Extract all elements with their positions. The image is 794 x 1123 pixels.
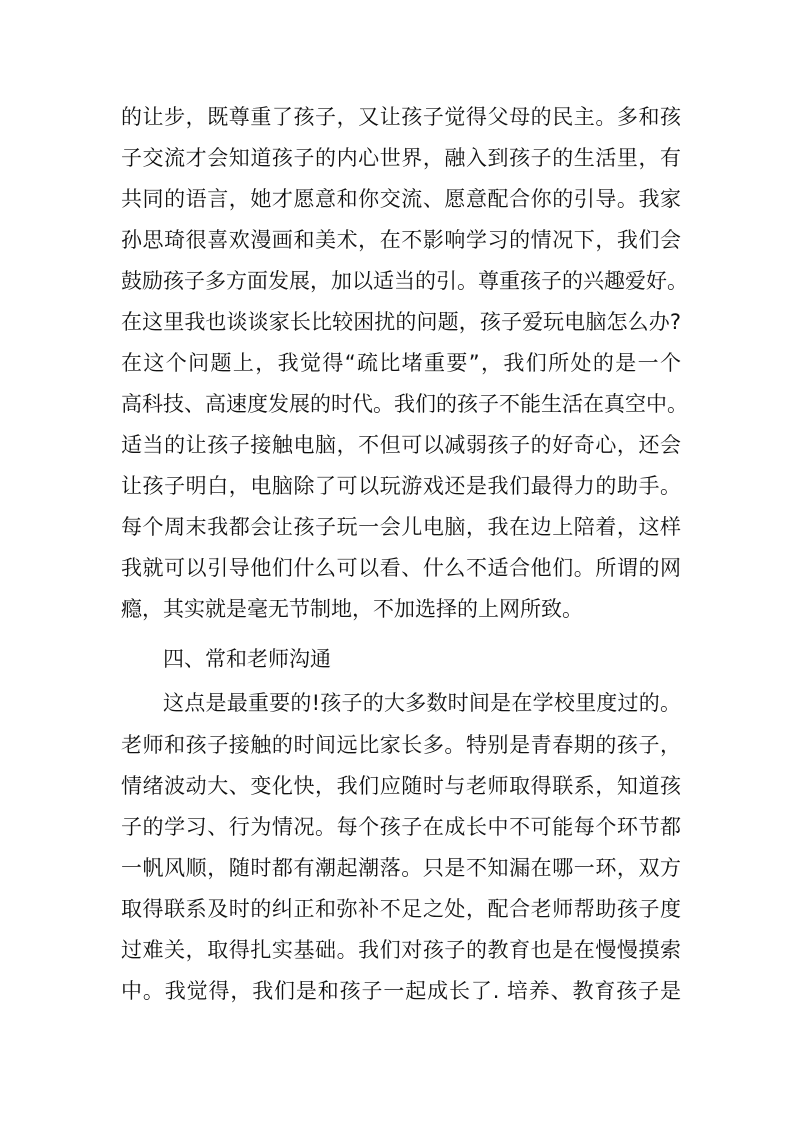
paragraph-line: 让孩子明白，电脑除了可以玩游戏还是我们最得力的助手。 bbox=[121, 474, 681, 498]
paragraph-line: 过难关，取得扎实基础。我们对孩子的教育也是在慢慢摸索 bbox=[121, 938, 681, 962]
paragraph-line: 在这里我也谈谈家长比较困扰的问题，孩子爱玩电脑怎么办? bbox=[121, 310, 681, 334]
paragraph-line: 这点是最重要的!孩子的大多数时间是在学校里度过的。 bbox=[163, 691, 681, 715]
paragraph-line: 子交流才会知道孩子的内心世界，融入到孩子的生活里，有 bbox=[121, 146, 681, 170]
paragraph-line: 取得联系及时的纠正和弥补不足之处，配合老师帮助孩子度 bbox=[121, 897, 681, 921]
paragraph-line: 老师和孩子接触的时间远比家长多。特别是青春期的孩子， bbox=[121, 733, 681, 757]
paragraph-line: 一帆风顺，随时都有潮起潮落。只是不知漏在哪一环，双方 bbox=[121, 856, 681, 880]
paragraph-line: 子的学习、行为情况。每个孩子在成长中不可能每个环节都 bbox=[121, 815, 681, 839]
paragraph-line: 适当的让孩子接触电脑，不但可以减弱孩子的好奇心，还会 bbox=[121, 433, 681, 457]
paragraph-line: 高科技、高速度发展的时代。我们的孩子不能生活在真空中。 bbox=[121, 392, 688, 416]
paragraph-line: 的让步，既尊重了孩子，又让孩子觉得父母的民主。多和孩 bbox=[121, 105, 681, 129]
paragraph-line: 鼓励孩子多方面发展，加以适当的引。尊重孩子的兴趣爱好。 bbox=[121, 269, 688, 293]
paragraph-line: 每个周末我都会让孩子玩一会儿电脑，我在边上陪着，这样 bbox=[121, 515, 681, 539]
paragraph-line: 中。我觉得，我们是和孩子一起成长了. 培养、教育孩子是 bbox=[121, 979, 681, 1003]
section-heading: 四、常和老师沟通 bbox=[163, 647, 331, 671]
paragraph-line: 情绪波动大、变化快，我们应随时与老师取得联系，知道孩 bbox=[121, 774, 681, 798]
paragraph-line: 共同的语言，她才愿意和你交流、愿意配合你的引导。我家 bbox=[121, 187, 681, 211]
paragraph-line: 在这个问题上，我觉得“疏比堵重要”，我们所处的是一个 bbox=[121, 351, 681, 375]
paragraph-line: 孙思琦很喜欢漫画和美术，在不影响学习的情况下，我们会 bbox=[121, 228, 681, 252]
paragraph-line: 瘾，其实就是毫无节制地，不加选择的上网所致。 bbox=[121, 597, 583, 621]
paragraph-line: 我就可以引导他们什么可以看、什么不适合他们。所谓的网 bbox=[121, 556, 681, 580]
